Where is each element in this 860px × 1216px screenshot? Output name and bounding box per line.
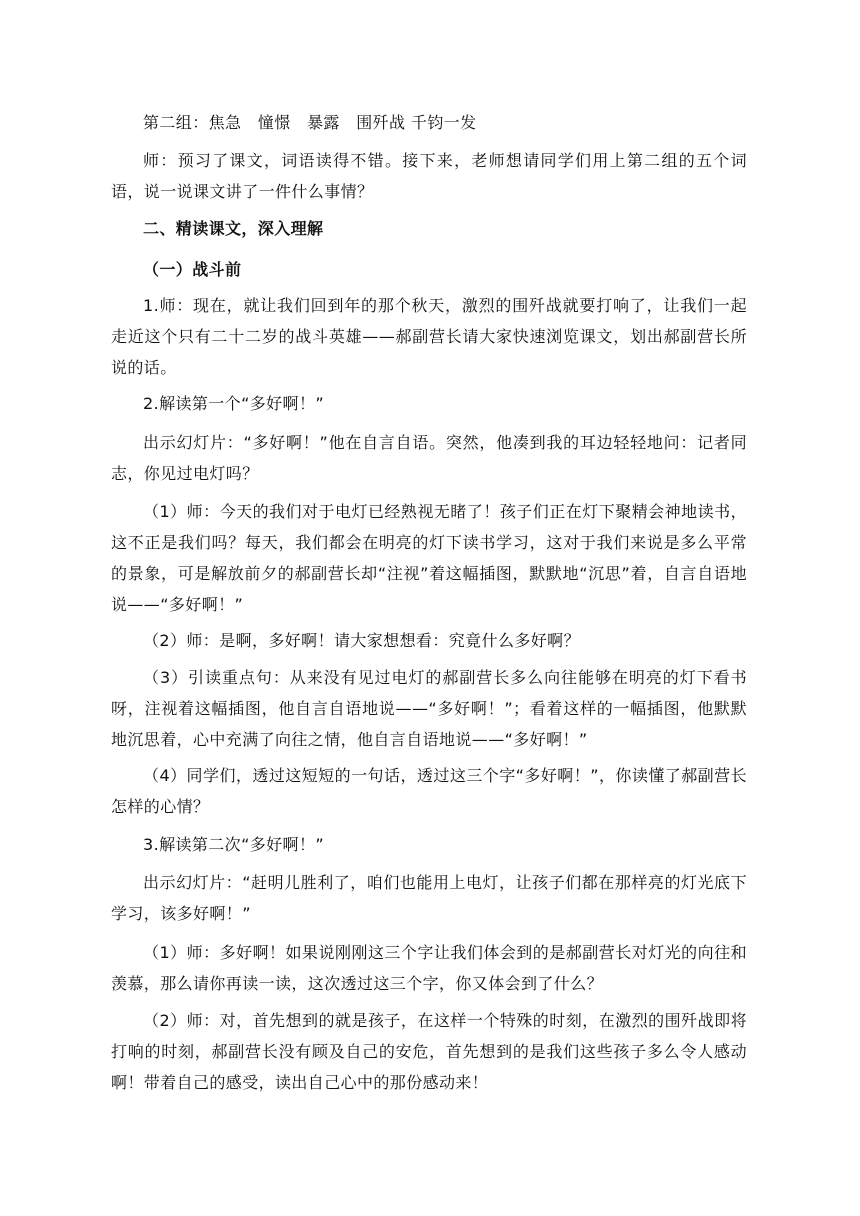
question-two-paragraph: （2）师：是啊，多好啊！请大家想想看：究竟什么多好啊？ (143, 631, 580, 650)
slide-two-paragraph: 出示幻灯片：“赶明儿胜利了，咱们也能用上电灯，让孩子们都在那样亮的灯光底下学习，该多好啊！” (111, 873, 747, 923)
question-two-second-paragraph: （2）师：对，首先想到的就是孩子，在这样一个特殊的时刻，在激烈的围歼战即将打响的时刻，郝副营长没有顾及自己的安危，首先想到的是我们这些孩子多么令人感动啊！带着自己的感受，读出自己心中的那份感动来！ (111, 1011, 747, 1092)
teacher-prompt-paragraph: 师：预习了课文，词语读得不错。接下来，老师想请同学们用上第二组的五个词语，说一说课文讲了一件什么事情？ (111, 151, 747, 201)
question-one-paragraph: （1）师：今天的我们对于电灯已经熟视无睹了！孩子们正在灯下聚精会神地读书，这不正是我们吗？每天，我们都会在明亮的灯下读书学习，这对于我们来说是多么平常的景象，可是解放前夕的郝副营长却“注视”着这幅插图，默默地“沉思”着，自言自语地说——“多好啊！” (111, 502, 747, 614)
subsection-heading-before-battle: （一）战斗前 (143, 260, 242, 279)
question-one-second-paragraph: （1）师：多好啊！如果说刚刚这三个字让我们体会到的是郝副营长对灯光的向往和羡慕，那么请你再读一读，这次透过这三个字，你又体会到了什么？ (111, 943, 747, 993)
section-heading-close-reading: 二、精读课文，深入理解 (143, 219, 324, 238)
step-two-heading: 2.解读第一个“多好啊！” (143, 394, 325, 413)
question-three-paragraph: （3）引读重点句：从来没有见过电灯的郝副营长多么向往能够在明亮的灯下看书呀，注视着这幅插图，他自言自语地说——“多好啊！”；看着这样的一幅插图，他默默地沉思着，心中充满了向往之情，他自言自语地说——“多好啊！” (111, 668, 747, 749)
vocab-group-two: 第二组：焦急 憧憬 暴露 围歼战 千钧一发 (143, 113, 477, 132)
question-four-paragraph: （4）同学们，透过这短短的一句话，透过这三个字“多好啊！”，你读懂了郝副营长怎样的心情？ (111, 766, 747, 816)
step-three-heading: 3.解读第二次“多好啊！” (143, 835, 325, 854)
step-one-paragraph: 1.师：现在，就让我们回到年的那个秋天，激烈的围歼战就要打响了，让我们一起走近这个只有二十二岁的战斗英雄——郝副营长请大家快速浏览课文，划出郝副营长所说的话。 (111, 296, 747, 377)
slide-one-paragraph: 出示幻灯片：“多好啊！”他在自言自语。突然，他凑到我的耳边轻轻地问：记者同志，你见过电灯吗？ (111, 433, 747, 483)
